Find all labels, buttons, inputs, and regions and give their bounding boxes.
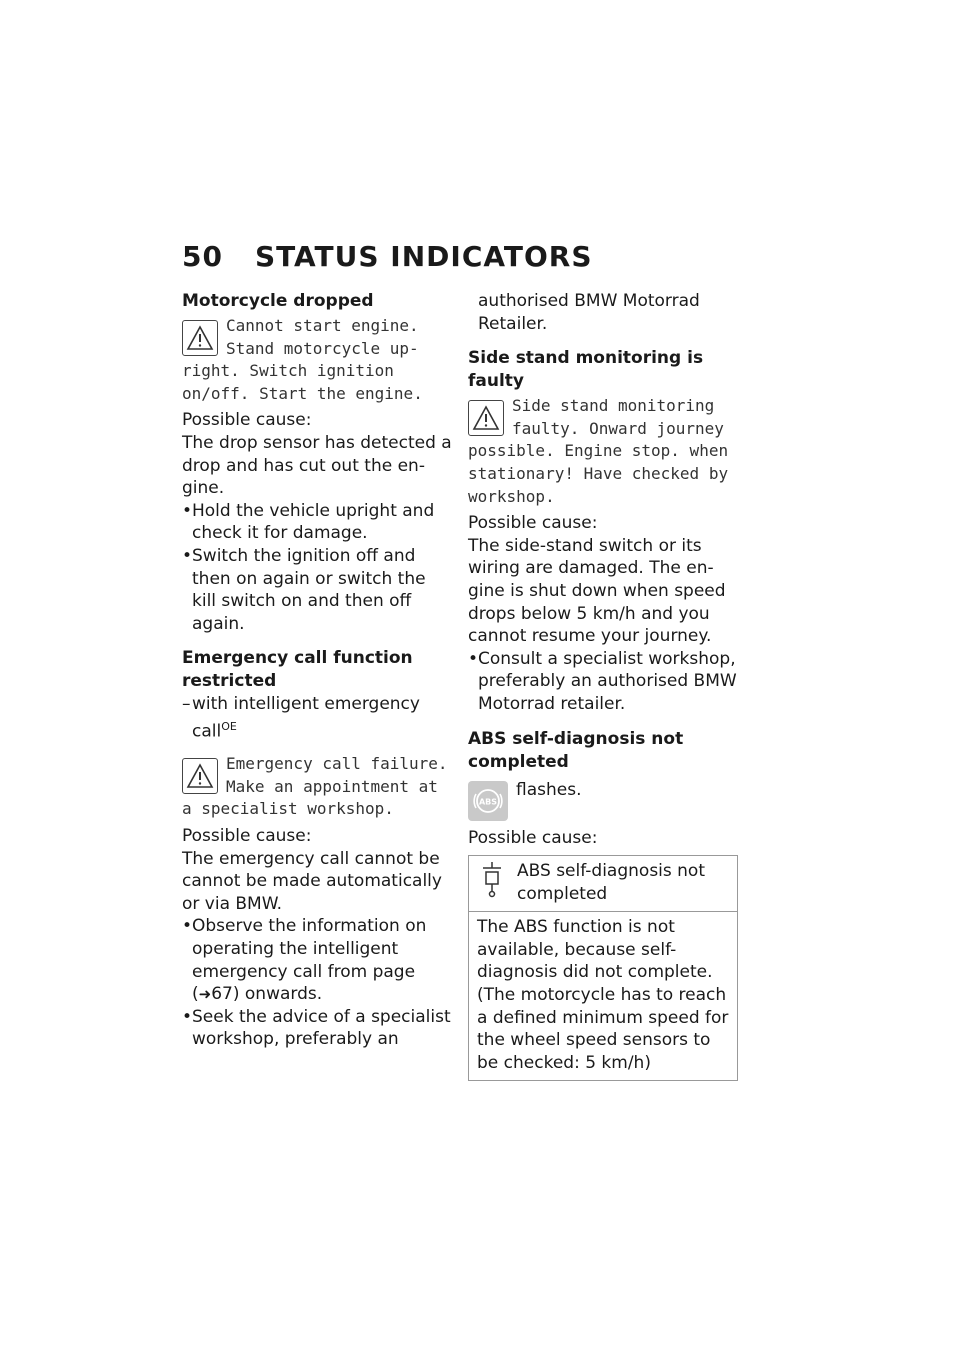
list-item: • Hold the vehicle upright and check it for damage. xyxy=(182,500,452,545)
list-item: • Consult a specialist workshop, preferably an authorised BMW Motorrad retailer. xyxy=(468,648,738,716)
page-reference[interactable]: 67 xyxy=(211,984,233,1005)
abs-warning-icon xyxy=(468,781,508,821)
continued-text: authorised BMW Motorrad Retailer. xyxy=(478,291,700,334)
warning-text: Side stand monitoring faulty. Onward journey possible. Engine stop. when stationary! Have checked by workshop. xyxy=(468,396,729,506)
cause-label: Possible cause: xyxy=(182,410,312,431)
info-box-header xyxy=(469,856,737,912)
cause-text: The emergency call cannot be cannot be made automatically or via BMW. xyxy=(182,848,442,914)
info-box-body: The ABS function is not available, because self-diagnosis did not complete. (The motorcycle has to reach a defined minimum speed for the wheel speed sensors to be checked: 5 km/h) xyxy=(477,917,729,1073)
condition-line xyxy=(182,693,452,743)
list-item: • Switch the ignition off and then on again or switch the kill switch on and then off again. xyxy=(182,545,452,635)
heading-abs-self-diagnosis: ABS self-diagnosis not completed xyxy=(468,728,684,772)
cause-label: Possible cause: xyxy=(468,827,598,848)
page-header xyxy=(182,240,593,273)
warning-triangle-icon xyxy=(468,400,504,436)
warning-block-dropped xyxy=(182,315,452,405)
action-list xyxy=(468,648,738,716)
cause-text: The drop sensor has detected a drop and has cut out the engine. xyxy=(182,432,452,499)
heading-side-stand: Side stand monitoring is faulty xyxy=(468,348,704,392)
abs-indicator-block xyxy=(468,776,738,821)
list-item: • Seek the advice of a specialist workshop, preferably an xyxy=(182,1006,452,1051)
heading-motorcycle-dropped: Motorcycle dropped xyxy=(182,291,374,311)
page-reference-arrow-icon: ➜ xyxy=(198,985,212,1004)
indicator-text: flashes. xyxy=(516,779,582,800)
warning-triangle-icon xyxy=(182,320,218,356)
left-column xyxy=(182,290,452,1051)
action-list xyxy=(182,500,452,636)
ignition-switch-icon xyxy=(477,860,517,905)
cause-label: Possible cause: xyxy=(468,513,598,534)
warning-block-emergency xyxy=(182,753,452,821)
abs-icon-label: ABS xyxy=(478,797,498,806)
action-list xyxy=(182,915,452,1051)
warning-triangle-icon xyxy=(182,758,218,794)
cause-label: Possible cause: xyxy=(182,825,312,846)
abs-info-box xyxy=(468,855,738,1081)
oe-superscript: OE xyxy=(221,719,237,733)
warning-block-side-stand xyxy=(468,395,738,508)
page-number: 50 xyxy=(182,240,223,273)
heading-emergency-call: Emergency call function restricted xyxy=(182,648,413,692)
warning-text: Cannot start engine. Stand motorcycle upright. Switch ignition on/off. Start the engine. xyxy=(182,316,423,403)
list-item-text: Observe the information on operating the intelligent emergency call from page xyxy=(192,916,427,982)
right-column xyxy=(468,290,738,1081)
condition-text: with intelligent emergency call xyxy=(192,694,420,742)
cause-text: The side-stand switch or its wiring are damaged. The engine is shut down when speed drops below 5 km/h and you cannot resume your journey. xyxy=(468,535,726,647)
list-item: • Observe the information on operating the intelligent emergency call from page (➜67) onwards. xyxy=(182,915,452,1005)
list-item-text: onwards. xyxy=(244,984,323,1005)
info-box-title: ABS self-diagnosis not completed xyxy=(517,861,705,904)
warning-text: Emergency call failure. Make an appointment at a specialist workshop. xyxy=(182,754,448,819)
section-title: STATUS INDICATORS xyxy=(254,240,593,273)
